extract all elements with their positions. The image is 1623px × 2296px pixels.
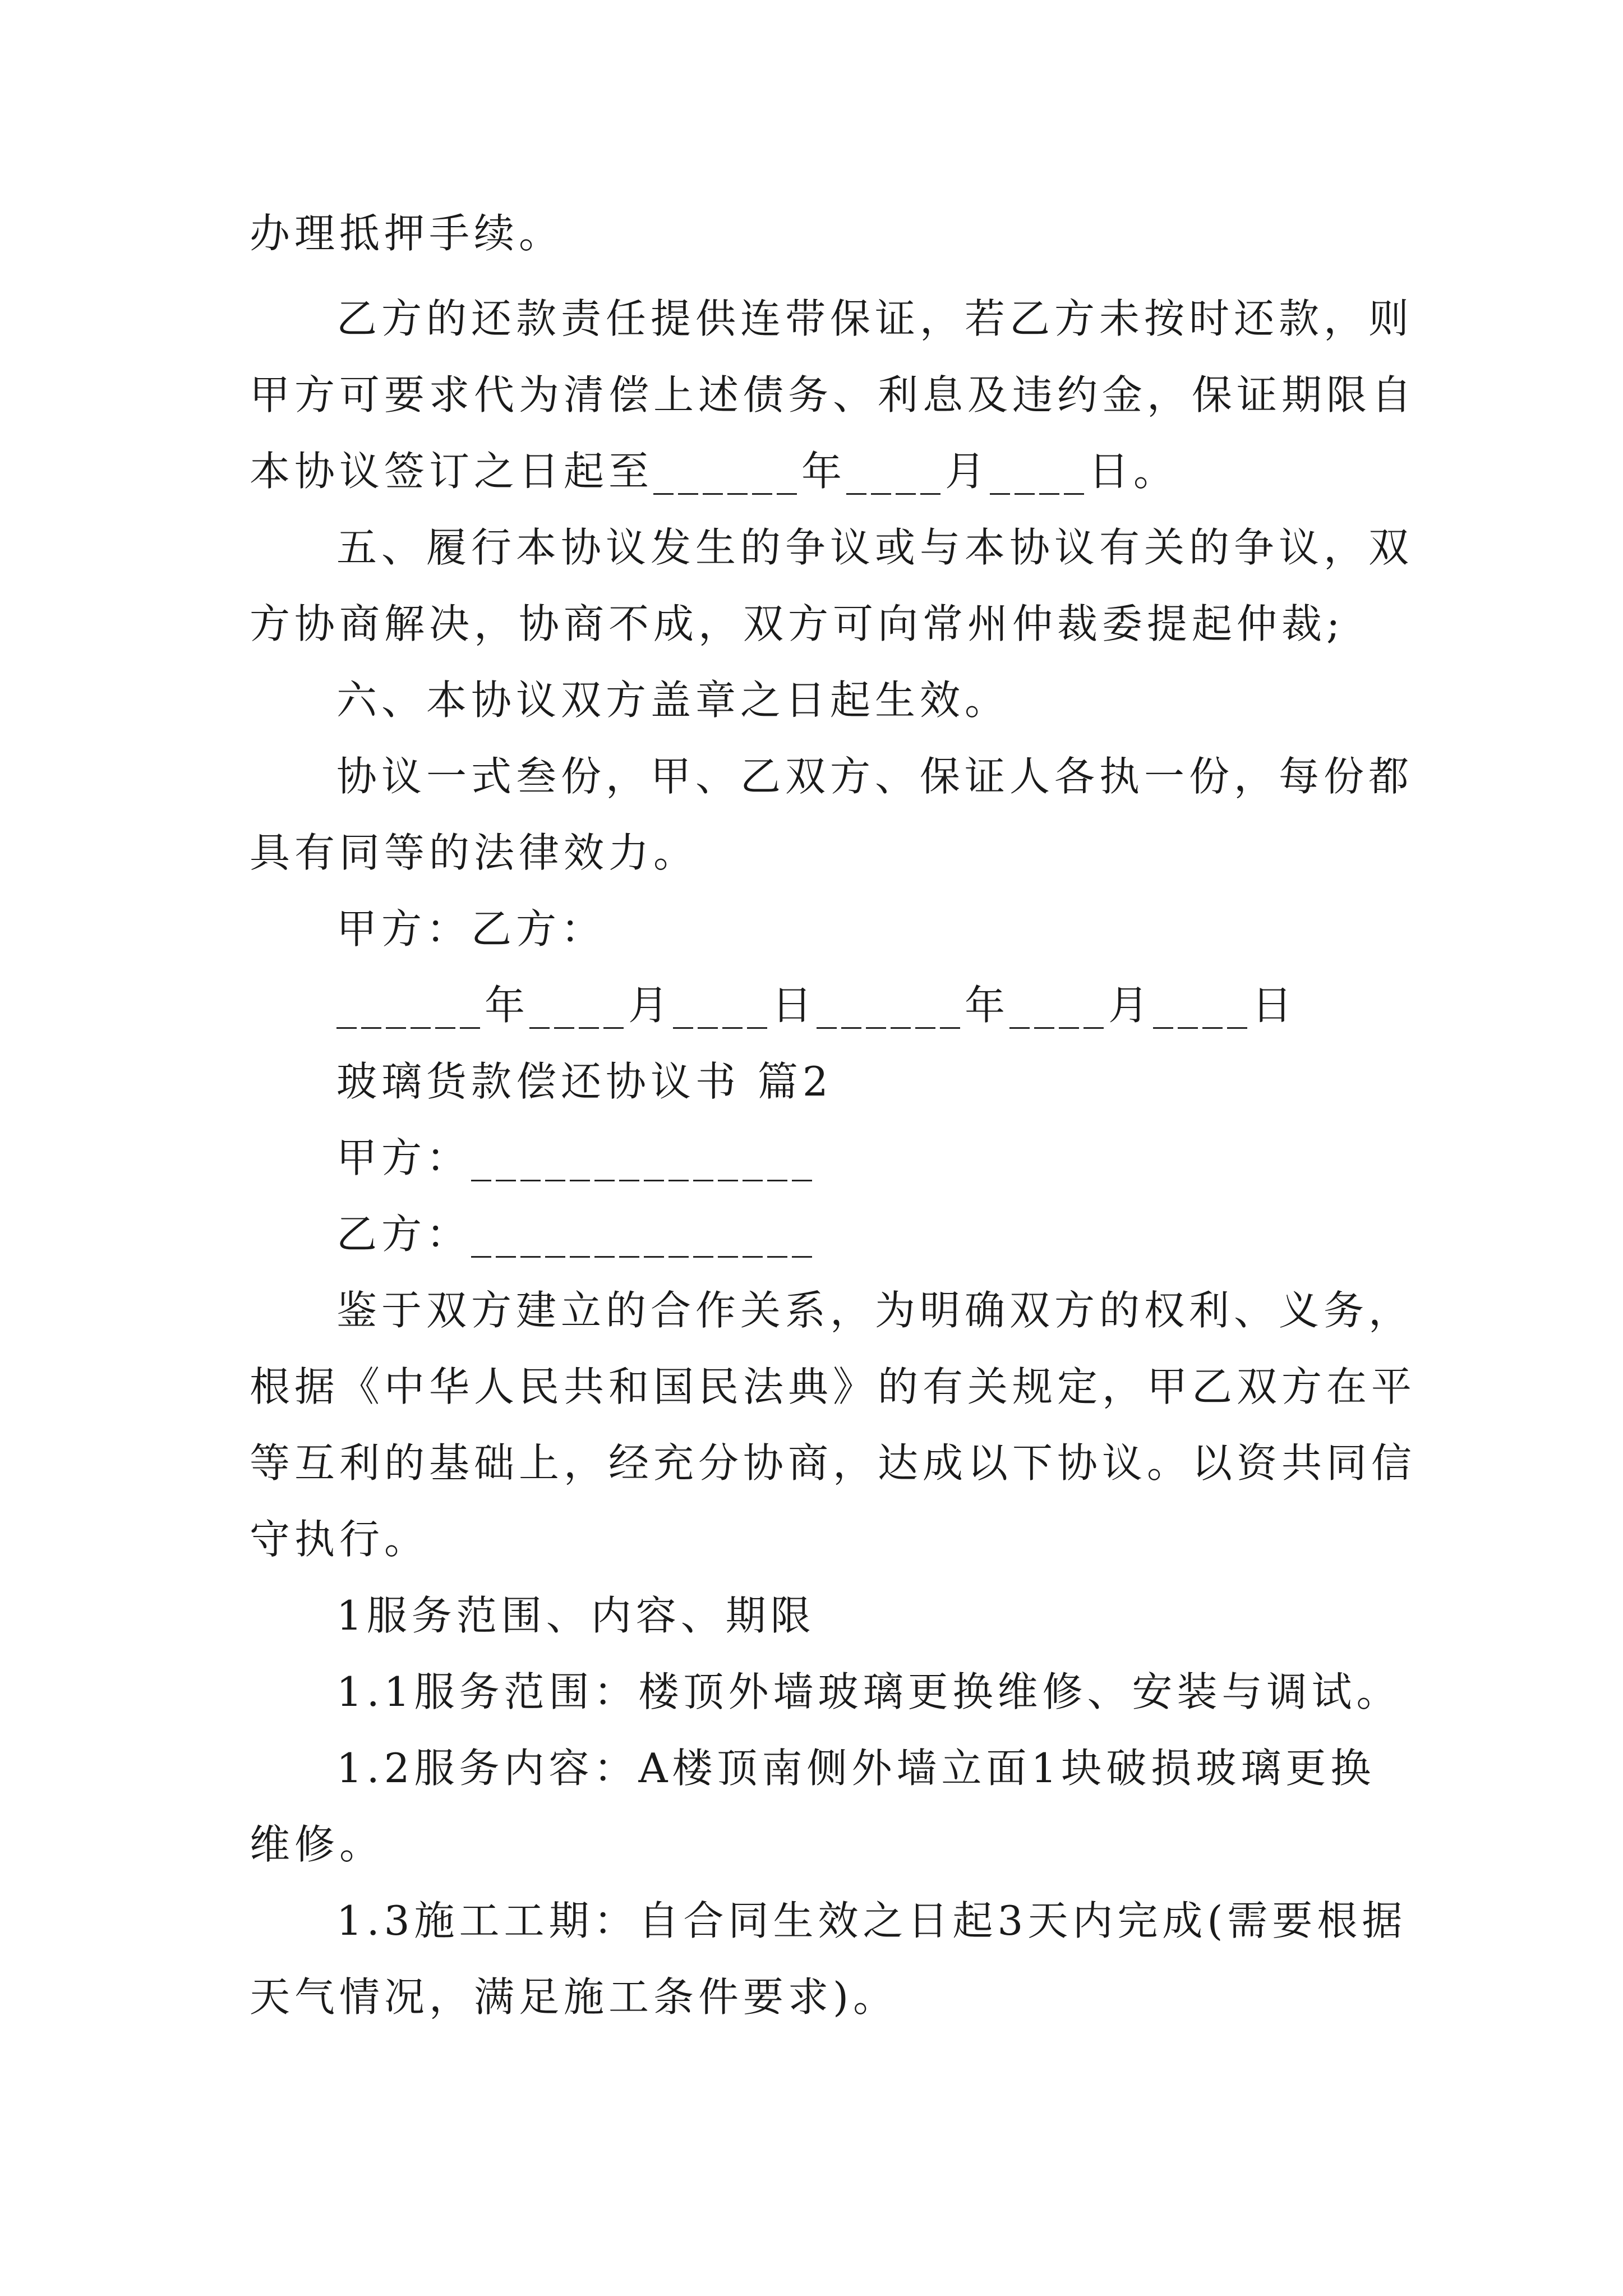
section-heading: 玻璃货款偿还协议书 篇2	[336, 1058, 833, 1105]
signature-dates: ______年____月____日______年____月____日	[336, 982, 1297, 1029]
party-b-line: 乙方：______________	[336, 1211, 817, 1258]
text-line: 等互利的基础上，经充分协商，达成以下协议。以资共同信	[250, 1439, 1417, 1487]
clause-heading: 1服务范围、内容、期限	[336, 1592, 815, 1639]
text-line: 五、履行本协议发生的争议或与本协议有关的争议，双	[336, 524, 1414, 571]
text-line: 鉴于双方建立的合作关系，为明确双方的权利、义务，	[336, 1287, 1414, 1334]
text-line: 乙方的还款责任提供连带保证，若乙方未按时还款，则	[336, 295, 1414, 342]
text-line: 办理抵押手续。	[250, 210, 564, 257]
text-line: 根据《中华人民共和国民法典》的有关规定，甲乙双方在平	[250, 1363, 1417, 1410]
party-a-line: 甲方：______________	[336, 1134, 817, 1181]
text-line: 具有同等的法律效力。	[250, 829, 699, 876]
text-line: 方协商解决，协商不成，双方可向常州仲裁委提起仲裁;	[250, 600, 1345, 647]
text-line: 协议一式叁份，甲、乙双方、保证人各执一份，每份都	[336, 753, 1414, 800]
clause-line: 1.1服务范围：楼顶外墙玻璃更换维修、安装与调试。	[336, 1668, 1401, 1715]
text-line: 本协议签订之日起至______年____月____日。	[250, 448, 1179, 495]
text-line: 守执行。	[250, 1516, 430, 1563]
text-line: 甲方可要求代为清偿上述债务、利息及违约金，保证期限自	[250, 371, 1417, 418]
text-line: 维修。	[250, 1821, 385, 1868]
signature-parties: 甲方：乙方：	[336, 905, 606, 953]
clause-line: 1.3施工工期：自合同生效之日起3天内完成(需要根据	[336, 1897, 1407, 1944]
clause-line: 1.2服务内容：A楼顶南侧外墙立面1块破损玻璃更换	[336, 1745, 1376, 1792]
text-line: 六、本协议双方盖章之日起生效。	[336, 677, 1010, 724]
text-line: 天气情况，满足施工条件要求)。	[250, 1973, 898, 2021]
